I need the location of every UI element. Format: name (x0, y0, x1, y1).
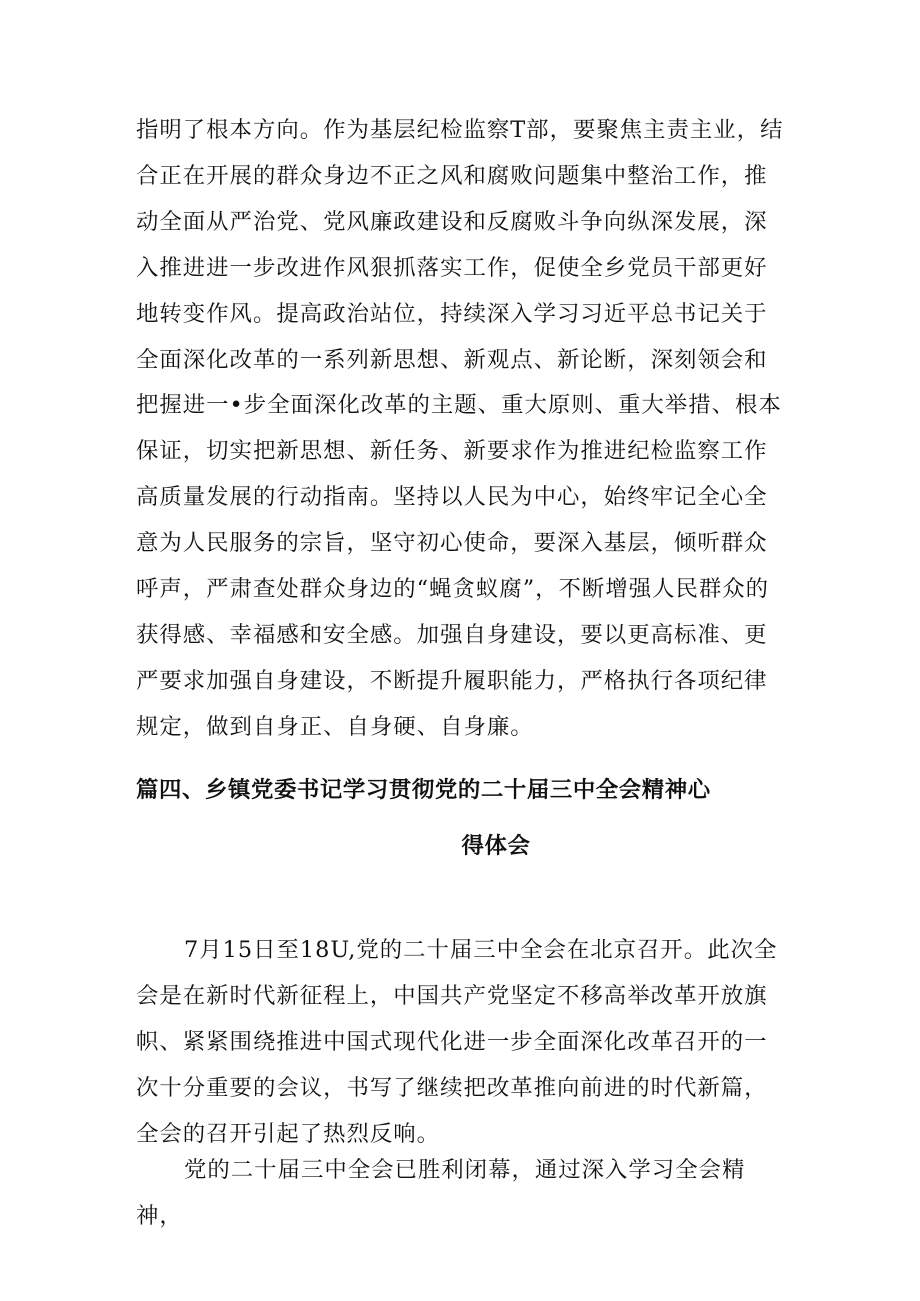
body-paragraph-next: 党的二十届三中全会已胜利闭幕，通过深入学习全会精神， (136, 1157, 746, 1229)
body-paragraph-intro: 7月15日至18U,党的二十届三中全会在北京召开。此次全会是在新时代新征程上，中国共产党坚定不移高举改革开放旗帜、紧紧围绕推进中国式现代化进一步全面深化改革召开的一次十分重要的会议，书写了继续把改革推向前进的时代新篇，全会的召开引起了热烈反响。 (136, 937, 778, 1147)
body-paragraph-continued: 指明了根本方向。作为基层纪检监察T部，要聚焦主责主业，结合正在开展的群众身边不正之风和腐败问题集中整治工作，推动全面从严治党、党风廉政建设和反腐败斗争向纵深发展，深入推进进一步改进作风狠抓落实工作，促使全乡党员干部更好地转变作风。提高政治站位，持续深入学习习近平总书记关于全面深化改革的一系列新思想、新观点、新论断，深刻领会和把握进一•步全面深化改革的主题、重大原则、重大举措、根本保证，切实把新思想、新任务、新要求作为推进纪检监察工作高质量发展的行动指南。坚持以人民为中心，始终牢记全心全意为人民服务的宗旨，坚守初心使命，要深入基层，倾听群众呼声，严肃查处群众身边的“蝇贪蚁腐”，不断增强人民群众的获得感、幸福感和安全感。加强自身建设，要以更高标准、更严要求加强自身建设，不断提升履职能力，严格执行各项纪律规定，做到自身正、自身硬、自身廉。 (136, 117, 784, 740)
section-heading-continued: 得体会 (461, 833, 531, 859)
section-heading: 篇四、乡镇党委书记学习贯彻党的二十届三中全会精神心 (136, 777, 711, 803)
